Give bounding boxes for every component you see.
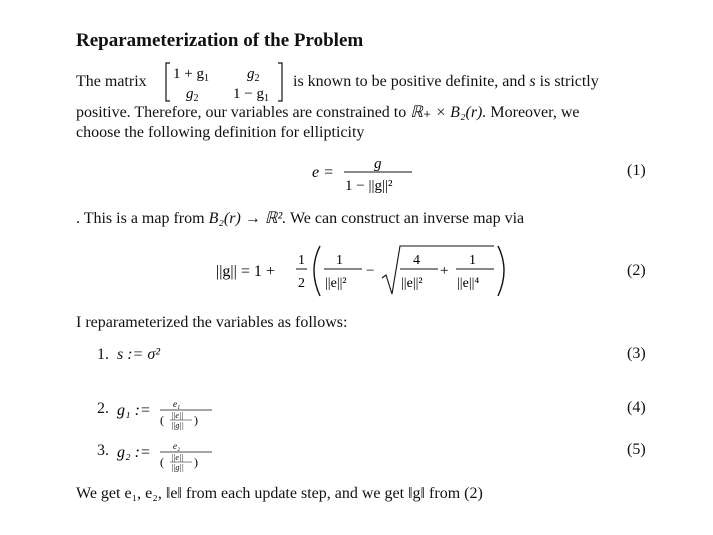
para1-line2 [76, 103, 580, 123]
matrix [164, 60, 288, 104]
eq1-lhs: e = [312, 164, 334, 181]
eq3-number: (3) [627, 345, 646, 362]
eq2-frac1-den: ||e||² [325, 276, 347, 291]
eq1-denominator: 1 − ||g||² [345, 178, 393, 194]
para2-text-b: We can construct an inverse map via [289, 210, 525, 227]
list-item-3-num: e₂ [173, 441, 181, 451]
map-expression: B₂(r) → ℝ². [208, 210, 287, 227]
para1-line1-rest [293, 72, 599, 92]
list-item-2-rparen: ) [194, 413, 198, 427]
list-item-2-expr [116, 396, 216, 430]
eq2-lhs: ||g|| = 1 + [216, 263, 275, 280]
matrix-left-bracket [166, 63, 170, 101]
eq2-right-paren [498, 246, 504, 296]
list-item-3-den-num: ||e|| [171, 453, 184, 462]
eq2-left-paren [314, 246, 320, 296]
eq2-minus: − [366, 263, 375, 279]
matrix-a11: $1 + g_1$ [173, 66, 209, 84]
eq2-rad1-num: 4 [413, 253, 420, 268]
list-item-1-marker: 1. [97, 346, 109, 363]
eq2-number: (2) [627, 262, 646, 279]
list-item-2-marker: 2. [97, 400, 109, 417]
matrix-a21: $g_2$ [186, 86, 199, 104]
matrix-a22: $1 - g_1$ [233, 86, 269, 104]
constraint-set: ℝ₊ × B₂(r). [410, 104, 487, 121]
matrix-a12: $g_2$ [247, 66, 260, 84]
equation-2 [214, 242, 514, 300]
list-item-2-den-num: ||e|| [171, 411, 184, 420]
eq2-rad1-den: ||e||² [401, 276, 423, 291]
list-item-3-rparen: ) [194, 455, 198, 469]
list-item-2-num: e₁ [173, 399, 181, 409]
equation-1 [310, 150, 420, 196]
list-item-1-expr: s := σ² [117, 346, 161, 363]
para1-line1-rest-text: is known to be positive definite, and [293, 73, 526, 90]
eq2-rad2-num: 1 [469, 253, 476, 268]
list-item-3-lhs: g₂ := [117, 444, 151, 461]
para1-line1-end: is strictly [539, 73, 599, 90]
list-item-3-lparen: ( [160, 455, 164, 469]
eq2-rad2-den: ||e||⁴ [457, 276, 480, 291]
para1-line2-end: Moreover, we [490, 104, 580, 121]
list-item-2-lparen: ( [160, 413, 164, 427]
eq5-number: (5) [627, 441, 646, 458]
matrix-right-bracket [278, 63, 282, 101]
para3: I reparameterized the variables as follows: [76, 314, 348, 331]
list-item-3-den-den: ||g|| [171, 463, 184, 472]
para1-line3: choose the following definition for ellipticity [76, 124, 365, 141]
para1-lead: The matrix [76, 73, 147, 90]
var-s: s [529, 73, 536, 90]
eq4-number: (4) [627, 399, 646, 416]
para2-text-a: . This is a map from [76, 210, 205, 227]
list-item-2-lhs: g₁ := [117, 402, 151, 419]
list-item-3-expr [116, 438, 216, 472]
para4: We get e₁, e₂, ‖e‖ from each update step, and we get ‖g‖ from (2) [76, 485, 483, 502]
eq2-plus: + [440, 263, 449, 279]
section-title: Reparameterization of the Problem [76, 30, 364, 51]
eq1-number: (1) [627, 162, 646, 179]
eq2-frac1-num: 1 [336, 253, 343, 268]
eq2-half-den: 2 [298, 276, 305, 291]
list-item-1 [97, 345, 160, 365]
list-item-2-den-den: ||g|| [171, 421, 184, 430]
eq1-numerator: g [374, 156, 382, 172]
para2 [76, 209, 524, 229]
list-item-3-marker: 3. [97, 442, 109, 459]
para1-line2-text: positive. Therefore, our variables are constrained to [76, 104, 407, 121]
eq2-half-num: 1 [298, 253, 305, 268]
